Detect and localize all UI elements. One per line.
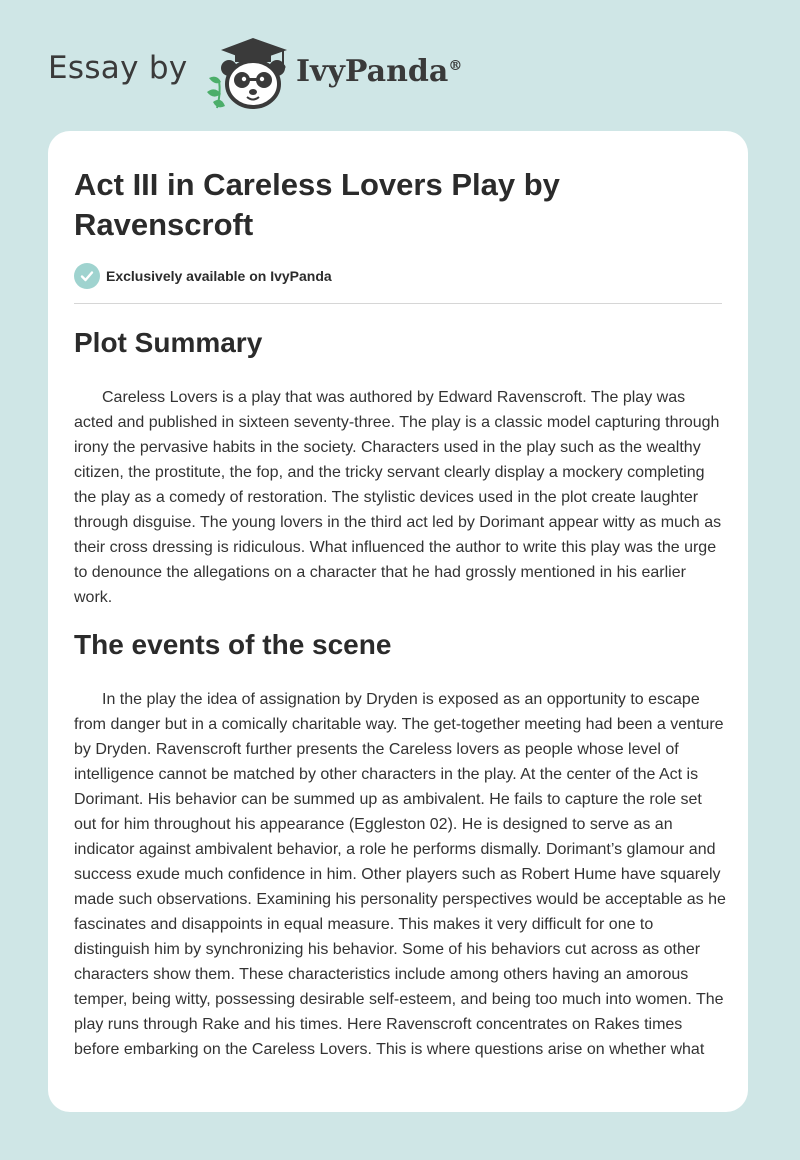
essay-by-label: Essay by [48, 50, 188, 86]
plot-summary-paragraph: Careless Lovers is a play that was authored by Edward Ravenscroft. The play was acted and published in sixteen seventy-three. The play is a classic model capturing through irony the pervasive habits in the society. Characters used in the play such as the wealthy citizen, the prostitute, the fop, and the tricky servant clearly display a mockery completing the play as a comedy of restoration. The stylistic devices used in the plot create laughter through disguise. The young lovers in the third act led by Dorimant appear witty as much as their cross dressing is ridiculous. What influenced the author to write this play was the urge to denounce the allegations on a character that he had grossly mentioned in his earlier work. [74, 389, 722, 606]
exclusive-badge [74, 262, 332, 290]
article-title: Act III in Careless Lovers Play by Ravenscroft [74, 167, 560, 242]
events-paragraph: In the play the idea of assignation by Dryden is exposed as an opportunity to escape from danger but in a comically charitable way. The get-together meeting had been a venture by Dryden. Ravenscroft further presents the Careless lovers as people whose level of intelligence cannot be matched by other characters in the play. At the center of the Act is Dorimant. His behavior can be summed up as ambivalent. He fails to capture the role set out for him throughout his appearance (Eggleston 02). He is designed to serve as an indicator against ambivalent behavior, a role he performs dismally. Dorimant’s glamour and success exude much confidence in him. Other players such as Robert Hume have squarely made such observations. Examining his personality perspectives would be acceptable as he fascinates and disappoints in equal measure. This makes it very difficult for one to distinguish him by synchronizing his behavior. Some of his behaviors cut across as other characters show them. These characteristics include among others having an amorous temper, being witty, possessing desirable self-esteem, and being too much into women. The play runs through Rake and his times. Here Ravenscroft concentrates on Rakes times before embarking on the Careless Lovers. This is where questions arise on whether what [74, 691, 726, 1058]
section-heading-events: The events of the scene [74, 629, 392, 660]
section-heading-plot-summary: Plot Summary [74, 327, 263, 358]
divider [74, 303, 722, 304]
check-icon [74, 263, 100, 289]
exclusive-label: Exclusively available on IvyPanda [106, 268, 332, 284]
ivypanda-wordmark: IvyPanda® [296, 54, 463, 89]
brand-logo[interactable] [48, 34, 468, 114]
article-card [48, 131, 748, 1112]
panda-logo-icon [203, 34, 295, 110]
